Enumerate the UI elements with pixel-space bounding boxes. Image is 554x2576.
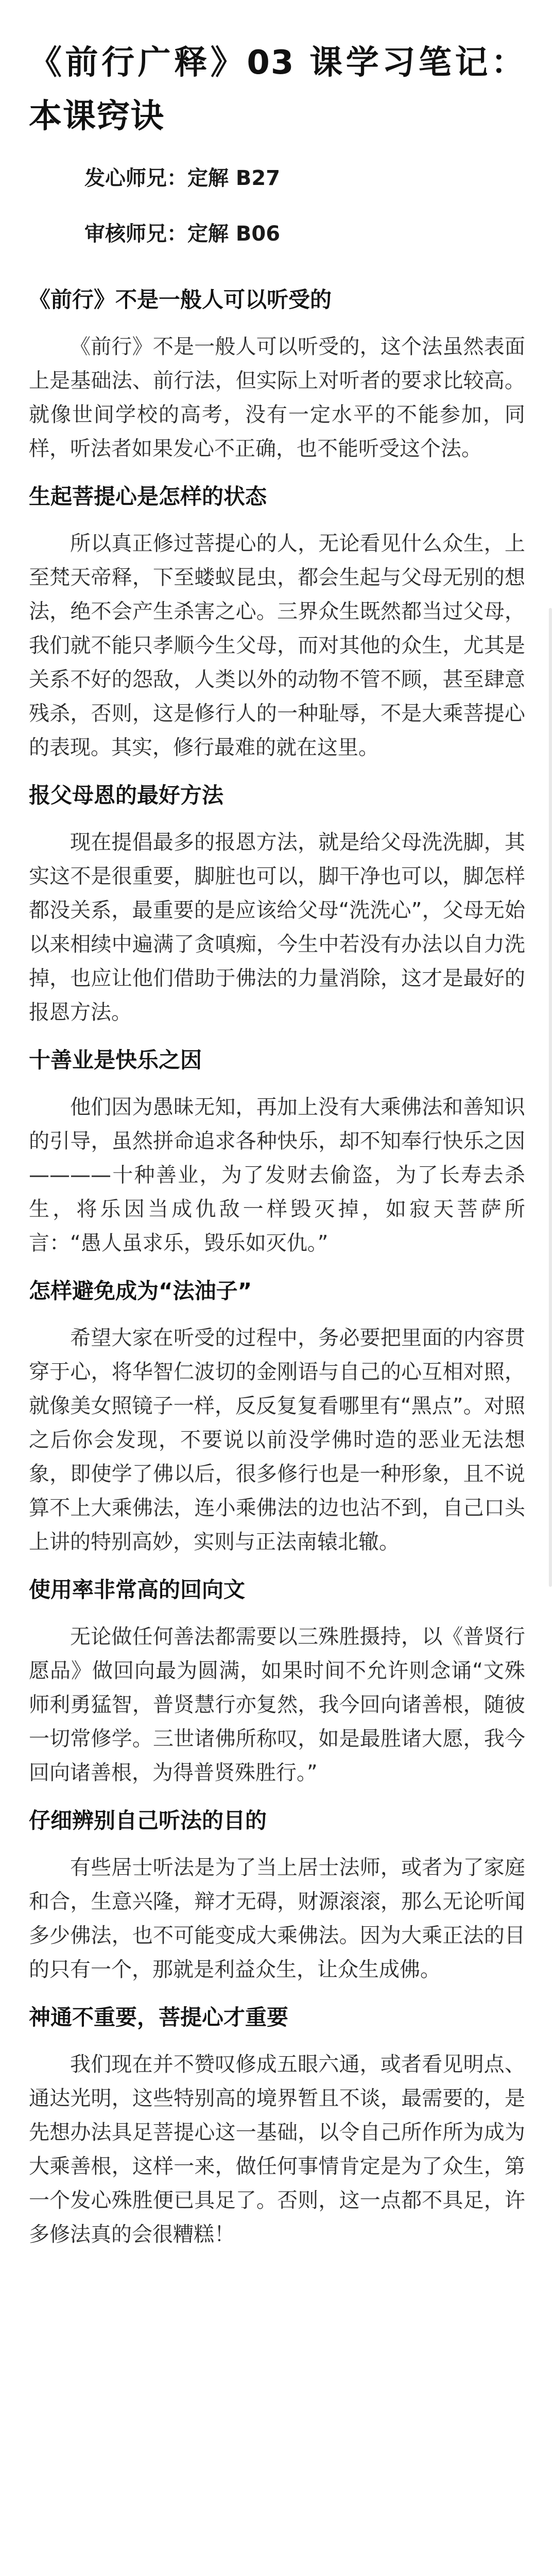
section-paragraph: 我们现在并不赞叹修成五眼六通，或者看见明点、通达光明，这些特别高的境界暂且不谈，最需要的，是先想办法具足菩提心这一基础，以令自己所作所为成为大乘善根，这样一来，做任何事情肯定是为了众生，第一个发心殊胜便已具足了。否则，这一点都不具足，许多修法真的会很糟糕！ [29, 2053, 525, 2246]
section-paragraph: 现在提倡最多的报恩方法，就是给父母洗洗脚，其实这不是很重要，脚脏也可以，脚干净也可以，脚怎样都没关系，最重要的是应该给父母“洗洗心”，父母无始以来相续中遍满了贪嗔痴，今生中若没有办法以自力洗掉，也应让他们借助于佛法的力量消除，这才是最好的报恩方法。 [29, 831, 525, 1024]
section-heading: 使用率非常高的回向文 [29, 1577, 246, 1602]
section-paragraph: 他们因为愚昧无知，再加上没有大乘佛法和善知识的引导，虽然拼命追求各种快乐，却不知奉行快乐之因————十种善业，为了发财去偷盗，为了长寿去杀生，将乐因当成仇敌一样毁灭掉，如寂天菩萨所言：“愚人虽求乐，毁乐如灭仇。” [29, 1095, 525, 1255]
scrollbar[interactable] [549, 608, 552, 1587]
article-meta [29, 164, 525, 248]
section-paragraph: 所以真正修过菩提心的人，无论看见什么众生，上至梵天帝释，下至蝼蚁昆虫，都会生起与父母无别的想法，绝不会产生杀害之心。三界众生既然都当过父母，我们就不能只孝顺今生父母，而对其他的众生，尤其是关系不好的怨敌，人类以外的动物不管不顾，甚至肆意残杀，否则，这是修行人的一种耻辱，不是大乘菩提心的表现。其实，修行最难的就在这里。 [29, 532, 525, 759]
section-8 [29, 2002, 525, 2251]
reviewer-line: 审核师兄：定解 B06 [84, 222, 281, 246]
section-heading: 仔细辨别自己听法的目的 [29, 1808, 267, 1833]
author-line: 发心师兄：定解 B27 [84, 166, 281, 190]
section-paragraph: 有些居士听法是为了当上居士法师，或者为了家庭和合，生意兴隆，辩才无碍，财源滚滚，那么无论听闻多少佛法，也不可能变成大乘佛法。因为大乘正法的目的只有一个，那就是利益众生，让众生成佛。 [29, 1856, 525, 1981]
section-3 [29, 780, 525, 1029]
section-heading: 生起菩提心是怎样的状态 [29, 484, 267, 509]
section-heading: 《前行》不是一般人可以听受的 [29, 287, 332, 312]
section-heading: 十善业是快乐之因 [29, 1047, 202, 1073]
section-paragraph: 希望大家在听受的过程中，务必要把里面的内容贯穿于心，将华智仁波切的金刚语与自己的心互相对照，就像美女照镜子一样，反反复复看哪里有“黑点”。对照之后你会发现，不要说以前没学佛时造的恶业无法想象，即使学了佛以后，很多修行也是一种形象，且不说算不上大乘佛法，连小乘佛法的边也沾不到，自己口头上讲的特别高妙，实则与正法南辕北辙。 [29, 1326, 525, 1554]
section-6 [29, 1574, 525, 1790]
section-heading: 怎样避免成为“法油子” [29, 1278, 252, 1303]
section-heading: 报父母恩的最好方法 [29, 783, 224, 808]
section-4 [29, 1045, 525, 1260]
section-7 [29, 1805, 525, 1987]
section-2 [29, 481, 525, 765]
section-1 [29, 284, 525, 466]
section-paragraph: 无论做任何善法都需要以三殊胜摄持，以《普贤行愿品》做回向最为圆满，如果时间不允许则念诵“文殊师利勇猛智，普贤慧行亦复然，我今回向诸善根，随彼一切常修学。三世诸佛所称叹，如是最胜诸大愿，我今回向诸善根，为得普贤殊胜行。” [29, 1625, 525, 1785]
section-5 [29, 1276, 525, 1559]
section-heading: 神通不重要，菩提心才重要 [29, 2005, 289, 2030]
section-paragraph: 《前行》不是一般人可以听受的，这个法虽然表面上是基础法、前行法，但实际上对听者的要求比较高。就像世间学校的高考，没有一定水平的不能参加，同样，听法者如果发心不正确，也不能听受这个法。 [29, 335, 525, 461]
article-title: 《前行广释》03 课学习笔记：本课窍诀 [29, 44, 525, 135]
